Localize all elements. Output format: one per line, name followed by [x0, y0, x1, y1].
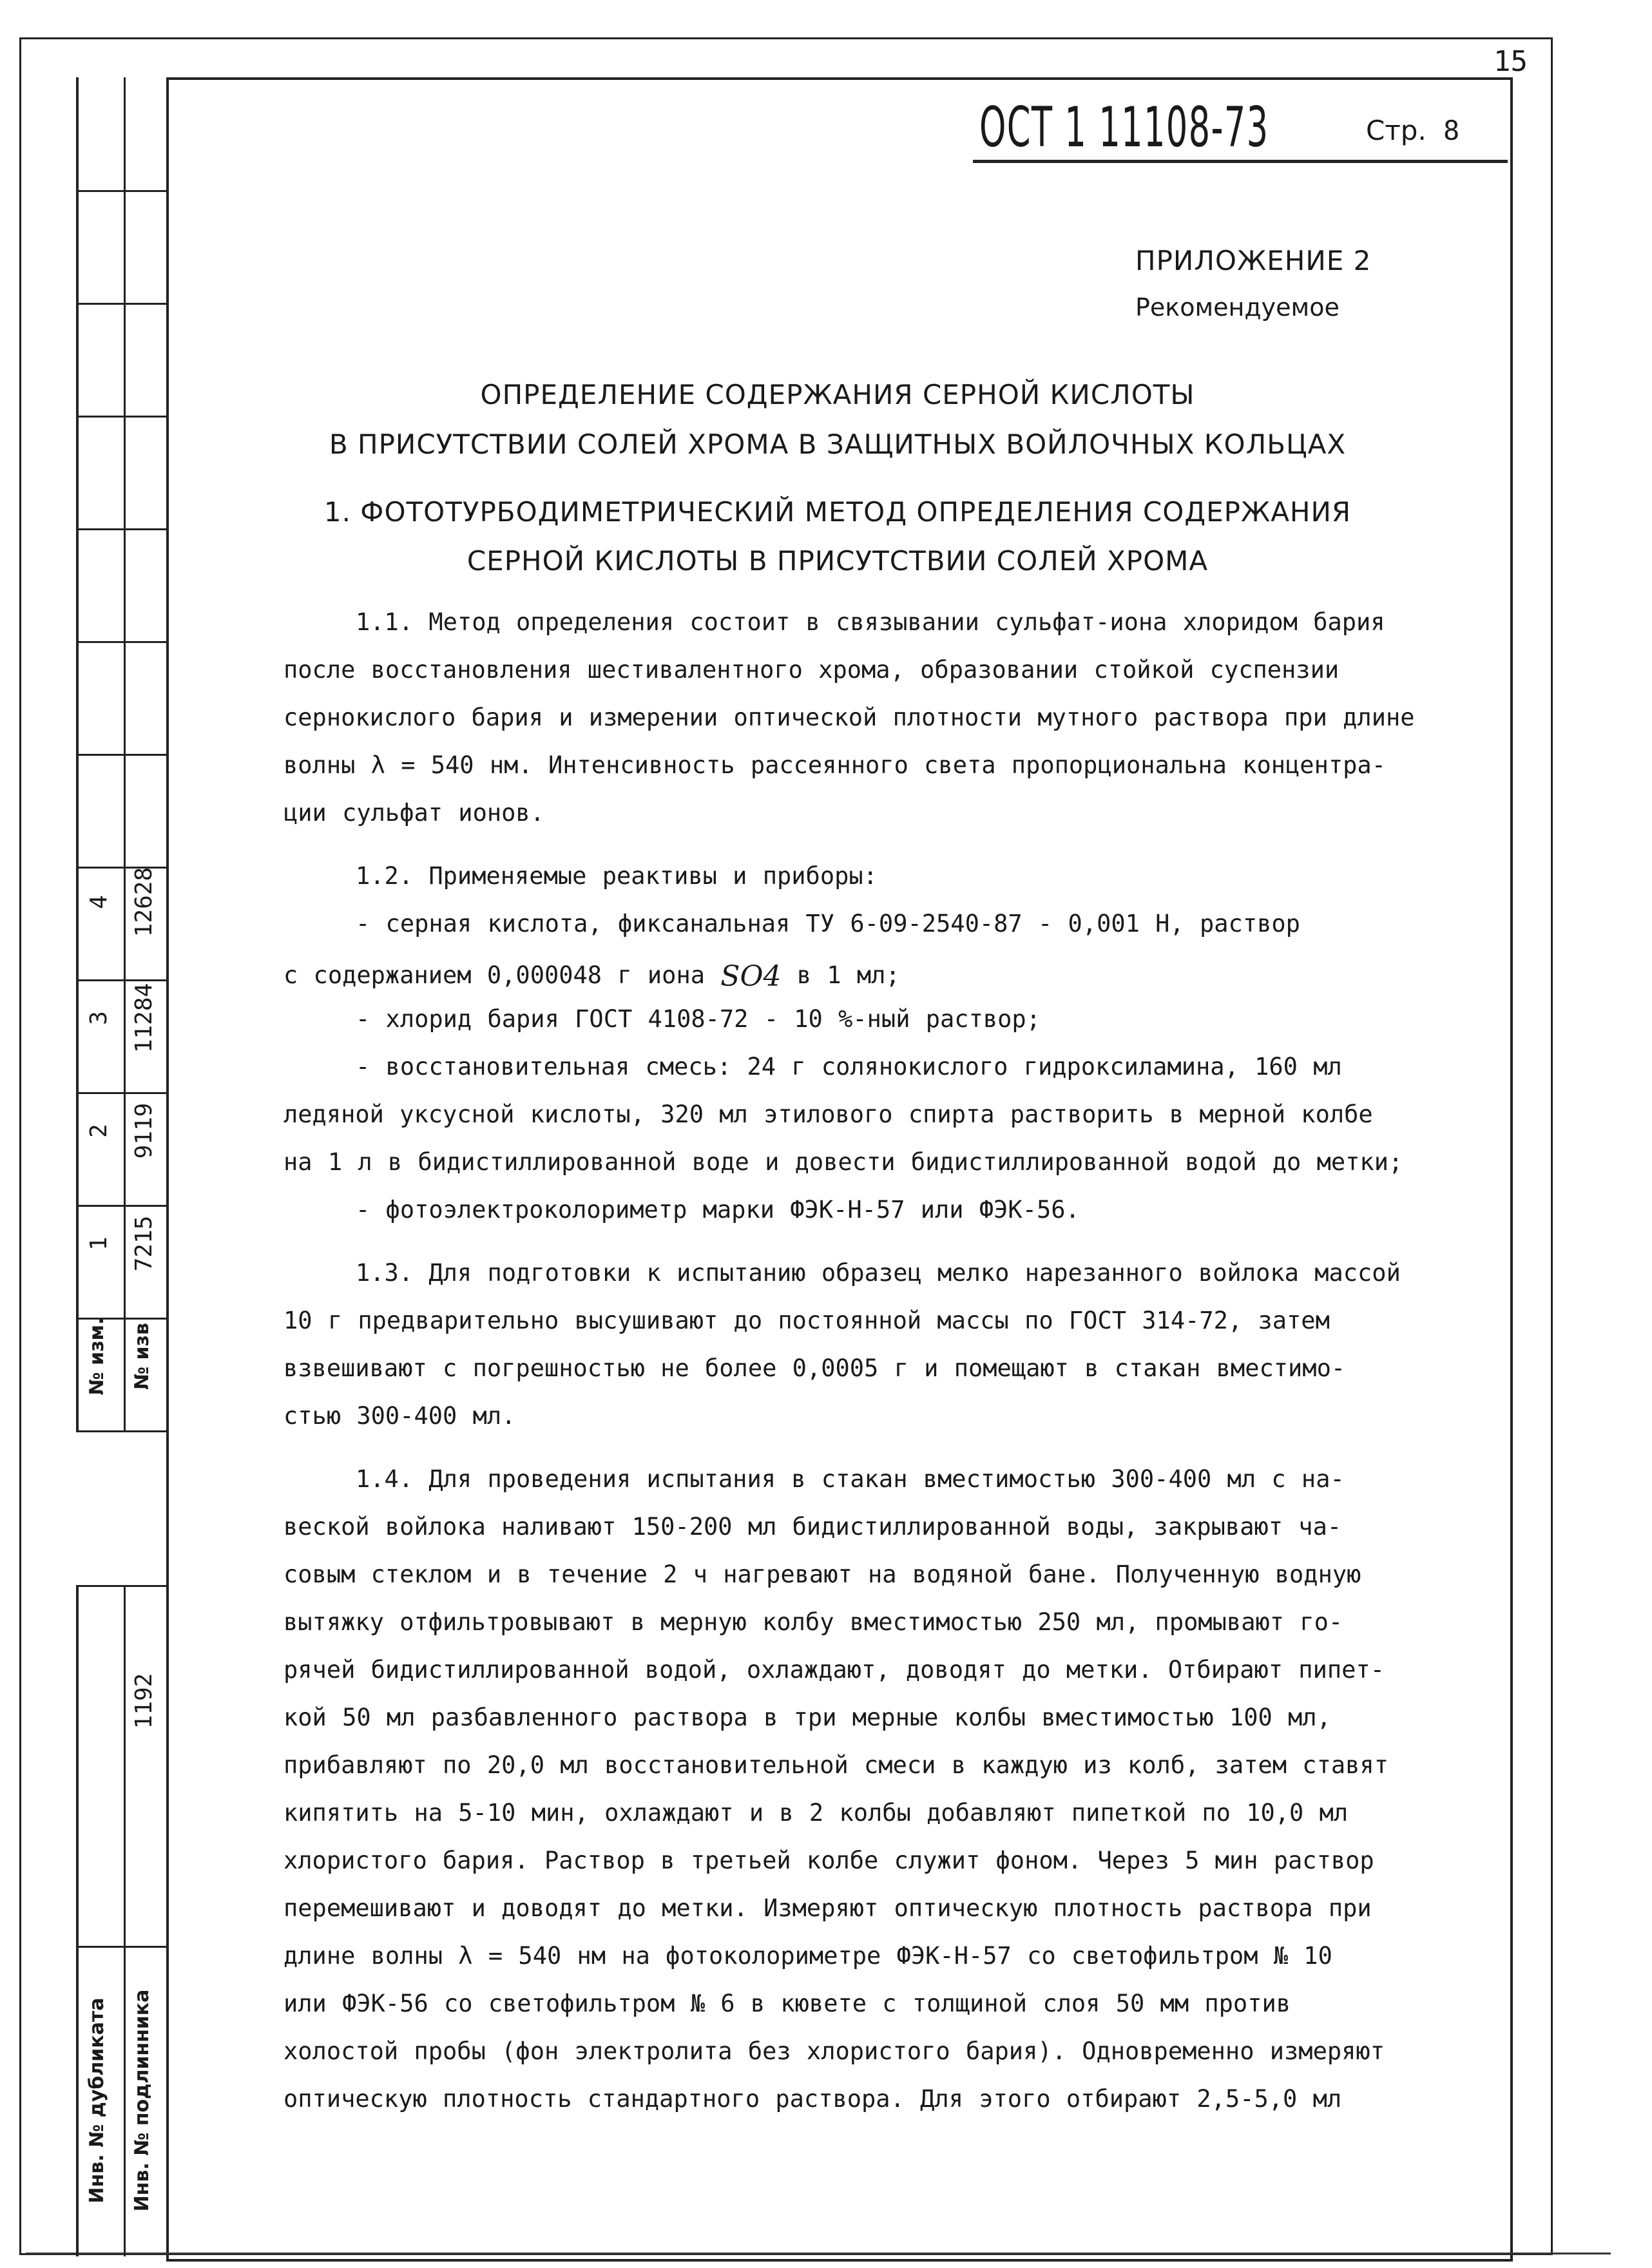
paragraph-line: сернокислого бария и измерении оптической плотности мутного раствора при длине	[283, 704, 1415, 731]
title-line-1: ОПРЕДЕЛЕНИЕ СОДЕРЖАНИЯ СЕРНОЙ КИСЛОТЫ	[480, 379, 1195, 410]
paragraph-line: 1.4. Для проведения испытания в стакан вместимостью 300-400 мл с на-	[356, 1465, 1345, 1493]
paragraph-line: волны λ = 540 нм. Интенсивность рассеянного света пропорциональна концентра-	[283, 751, 1386, 779]
izv-value: 12628	[131, 867, 157, 937]
izm-value: 1	[86, 1236, 112, 1251]
title-line-2: В ПРИСУТСТВИИ СОЛЕЙ ХРОМА В ЗАЩИТНЫХ ВОЙЛОЧНЫХ КОЛЬЦАХ	[329, 428, 1347, 460]
list-item: - хлорид бария ГОСТ 4108-72 - 10 %-ный раствор;	[356, 1005, 1041, 1033]
paragraph-line: 10 г предварительно высушивают до постоянной массы по ГОСТ 314-72, затем	[283, 1307, 1330, 1334]
section-heading-2: СЕРНОЙ КИСЛОТЫ В ПРИСУТСТВИИ СОЛЕЙ ХРОМА	[466, 545, 1209, 577]
list-item: - фотоэлектроколориметр марки ФЭК-Н-57 или ФЭК-56.	[356, 1196, 1080, 1224]
paragraph-line: прибавляют по 20,0 мл восстановительной смеси в каждую из колб, затем ставят	[283, 1751, 1388, 1779]
podlinnik-value: 1192	[131, 1673, 157, 1729]
label-izm: № изм.	[86, 1317, 108, 1396]
izv-value: 9119	[131, 1102, 157, 1159]
sheet-number: 15	[1494, 45, 1528, 78]
paragraph-line: ции сульфат ионов.	[283, 799, 544, 827]
page-num: 8	[1443, 115, 1460, 146]
paragraph-line: 1.3. Для подготовки к испытанию образец мелко нарезанного войлока массой	[356, 1259, 1401, 1287]
paragraph-line: кипятить на 5-10 мин, охлаждают и в 2 колбы добавляют пипеткой по 10,0 мл	[283, 1799, 1349, 1827]
paragraph-line: после восстановления шестивалентного хрома, образовании стойкой суспензии	[283, 656, 1340, 684]
ion-text-before: с содержанием 0,000048 г иона	[283, 961, 706, 989]
list-item-continuation	[283, 957, 900, 993]
sulfate-ion-formula: SO4	[720, 960, 782, 993]
paragraph-line: длине волны λ = 540 нм на фотоколориметре ФЭК-Н-57 со светофильтром № 10	[283, 1942, 1332, 1970]
izv-value: 7215	[131, 1215, 157, 1272]
paragraph-line: стью 300-400 мл.	[283, 1402, 516, 1430]
revision-side-table	[76, 77, 166, 2256]
paragraph-line: хлористого бария. Раствор в третьей колбе служит фоном. Через 5 мин раствор	[283, 1847, 1374, 1874]
label-podlinnik: Инв. № подлинника	[131, 1989, 153, 2212]
bottom-rule	[26, 2253, 1611, 2254]
appendix-subtitle: Рекомендуемое	[1135, 293, 1340, 322]
izm-value: 3	[86, 1011, 112, 1025]
label-izv: № изв	[131, 1323, 153, 1390]
page-label: Стр.	[1366, 115, 1426, 146]
izv-value: 11284	[131, 983, 157, 1053]
paragraph-line: взвешивают с погрешностью не более 0,0005 г и помещают в стакан вместимо-	[283, 1354, 1346, 1382]
paragraph-line: веской войлока наливают 150-200 мл бидистиллированной воды, закрывают ча-	[283, 1513, 1342, 1541]
paragraph-line: вытяжку отфильтровывают в мерную колбу вместимостью 250 мл, промывают го-	[283, 1608, 1343, 1636]
document-header	[973, 95, 1508, 163]
paragraph-line: 1.2. Применяемые реактивы и приборы:	[356, 862, 878, 890]
section-heading-1: 1. ФОТОТУРБОДИМЕТРИЧЕСКИЙ МЕТОД ОПРЕДЕЛЕНИЯ СОДЕРЖАНИЯ	[323, 496, 1352, 528]
paragraph-line: перемешивают и доводят до метки. Измеряют оптическую плотность раствора при	[283, 1894, 1372, 1922]
ion-text-after: в 1 мл;	[796, 961, 900, 989]
paragraph-line: холостой пробы (фон электролита без хлористого бария). Одновременно измеряют	[283, 2037, 1385, 2065]
list-item: - серная кислота, фиксанальная ТУ 6-09-2540-87 - 0,001 Н, раствор	[356, 910, 1300, 937]
izm-value: 2	[86, 1124, 112, 1138]
list-item-continuation: на 1 л в бидистиллированной воде и довести бидистиллированной водой до метки;	[283, 1148, 1403, 1176]
label-dublikat: Инв. № дубликата	[86, 1997, 108, 2204]
paragraph-line: совым стеклом и в течение 2 ч нагревают на водяной бане. Полученную водную	[283, 1561, 1361, 1588]
list-item: - восстановительная смесь: 24 г солянокислого гидроксиламина, 160 мл	[356, 1053, 1342, 1081]
paragraph-line: кой 50 мл разбавленного раствора в три мерные колбы вместимостью 100 мл,	[283, 1704, 1331, 1731]
paragraph-line: рячей бидистиллированной водой, охлаждают, доводят до метки. Отбирают пипет-	[283, 1656, 1385, 1684]
izm-value: 4	[86, 895, 112, 909]
appendix-title: ПРИЛОЖЕНИЕ 2	[1135, 245, 1372, 276]
list-item-continuation: ледяной уксусной кислоты, 320 мл этилового спирта растворить в мерной колбе	[283, 1100, 1373, 1128]
paragraph-line: оптическую плотность стандартного раствора. Для этого отбирают 2,5-5,0 мл	[283, 2085, 1342, 2113]
paragraph-line: 1.1. Метод определения состоит в связывании сульфат-иона хлоридом бария	[356, 608, 1385, 636]
doc-code: ОСТ 1 11108-73	[979, 95, 1269, 160]
paragraph-line: или ФЭК-56 со светофильтром № 6 в кювете с толщиной слоя 50 мм против	[283, 1990, 1291, 2017]
